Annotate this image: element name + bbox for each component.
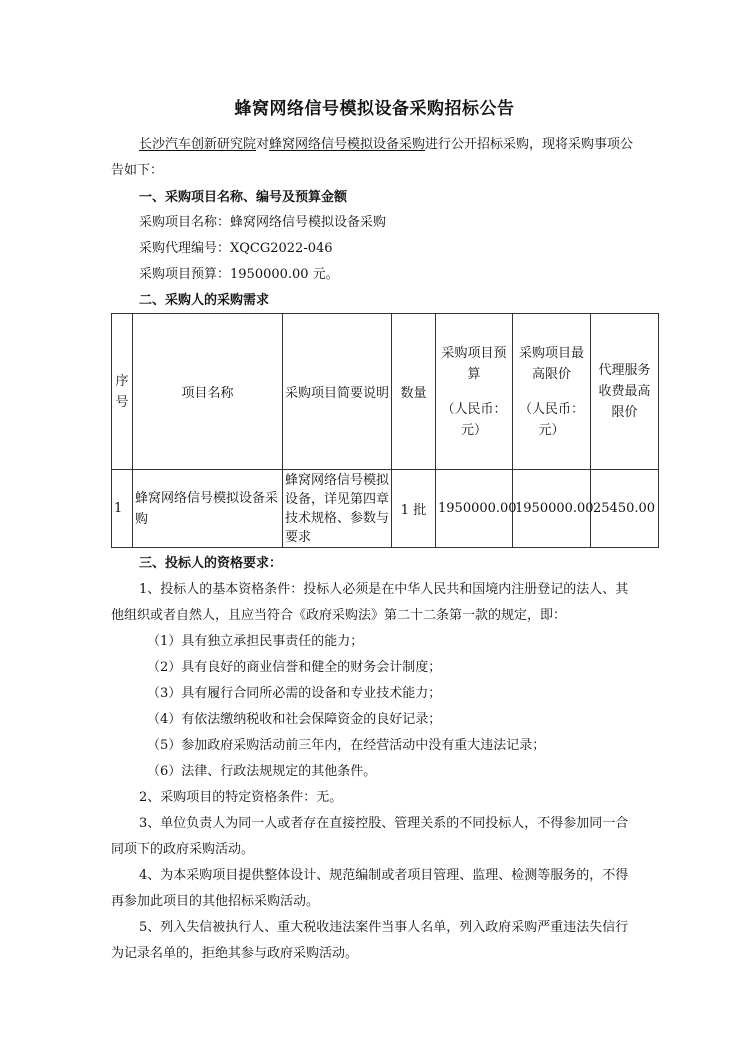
qualification-2: 2、采购项目的特定资格条件：无。 xyxy=(139,790,343,805)
section2-heading: 二、采购人的采购需求 xyxy=(139,293,270,308)
table-row xyxy=(112,470,659,548)
cell-qty: 1 批 xyxy=(392,470,436,548)
qualification-item-4: （4）有依法缴纳税收和社会保障资金的良好记录； xyxy=(147,712,442,727)
header-maxprice-title: 采购项目最高限价 xyxy=(518,345,584,382)
qualification-3b: 同项下的政府采购活动。 xyxy=(111,842,255,857)
table-header-row xyxy=(112,314,659,470)
budget-line: 采购项目预算：1950000.00 元。 xyxy=(139,267,339,282)
header-name: 项目名称 xyxy=(133,314,283,470)
section1-heading: 一、采购项目名称、编号及预算金额 xyxy=(139,190,348,205)
intro-line xyxy=(139,133,633,152)
agency-code-line: 采购代理编号：XQCG2022-046 xyxy=(139,241,333,256)
intro-line-continued: 告如下： xyxy=(111,163,164,178)
page-title: 蜂窝网络信号模拟设备采购招标公告 xyxy=(234,99,515,119)
qualification-4b: 再参加此项目的其他招标采购活动。 xyxy=(111,894,320,909)
intro-text-2: 进行公开招标采购，现将采购事项公 xyxy=(425,137,634,152)
project-name: 蜂窝网络信号模拟设备采购 xyxy=(269,137,426,152)
section3-heading: 三、投标人的资格要求： xyxy=(139,556,283,571)
header-qty: 数量 xyxy=(392,314,436,470)
header-maxprice xyxy=(513,314,591,470)
cell-maxprice: 1950000.00 xyxy=(513,470,591,548)
header-budget-unit: （人民币：元） xyxy=(441,401,507,438)
qualification-item-6: （6）法律、行政法规规定的其他条件。 xyxy=(147,764,377,779)
cell-budget: 1950000.00 xyxy=(436,470,513,548)
qualification-1b: 他组织或者自然人，且应当符合《政府采购法》第二十二条第一款的规定，即： xyxy=(111,608,567,623)
qualification-4a: 4、为本采购项目提供整体设计、规范编制或者项目管理、监理、检测等服务的，不得 xyxy=(139,868,629,883)
qualification-3a: 3、单位负责人为同一人或者存在直接控股、管理关系的不同投标人，不得参加同一合 xyxy=(139,816,629,831)
header-seq: 序号 xyxy=(112,314,133,470)
qualification-item-1: （1）具有独立承担民事责任的能力； xyxy=(147,634,364,649)
qualification-5b: 为记录名单的，拒绝其参与政府采购活动。 xyxy=(111,946,359,961)
intro-text-1: 对 xyxy=(256,137,270,152)
cell-seq: 1 xyxy=(112,470,133,548)
qualification-5a: 5、列入失信被执行人、重大税收违法案件当事人名单，列入政府采购严重违法失信行 xyxy=(139,920,629,935)
qualification-1a: 1、投标人的基本资格条件：投标人必须是在中华人民共和国境内注册登记的法人、其 xyxy=(139,582,629,597)
header-maxprice-unit: （人民币：元） xyxy=(518,401,584,438)
header-budget-title: 采购项目预算 xyxy=(441,345,507,382)
header-desc: 采购项目简要说明 xyxy=(283,314,392,470)
cell-agency-fee: 25450.00 xyxy=(591,470,659,548)
requirements-table xyxy=(111,313,659,548)
project-name-line: 采购项目名称：蜂窝网络信号模拟设备采购 xyxy=(139,215,387,230)
qualification-item-3: （3）具有履行合同所必需的设备和专业技术能力； xyxy=(147,686,442,701)
cell-name: 蜂窝网络信号模拟设备采购 xyxy=(133,470,283,548)
purchaser-name: 长沙汽车创新研究院 xyxy=(139,137,257,152)
cell-desc: 蜂窝网络信号模拟设备，详见第四章技术规格、参数与要求 xyxy=(283,470,392,548)
header-agency-fee: 代理服务收费最高限价 xyxy=(591,314,659,470)
qualification-item-5: （5）参加政府采购活动前三年内，在经营活动中没有重大违法记录； xyxy=(147,738,546,753)
header-budget xyxy=(436,314,513,470)
qualification-item-2: （2）具有良好的商业信誉和健全的财务会计制度； xyxy=(147,660,442,675)
